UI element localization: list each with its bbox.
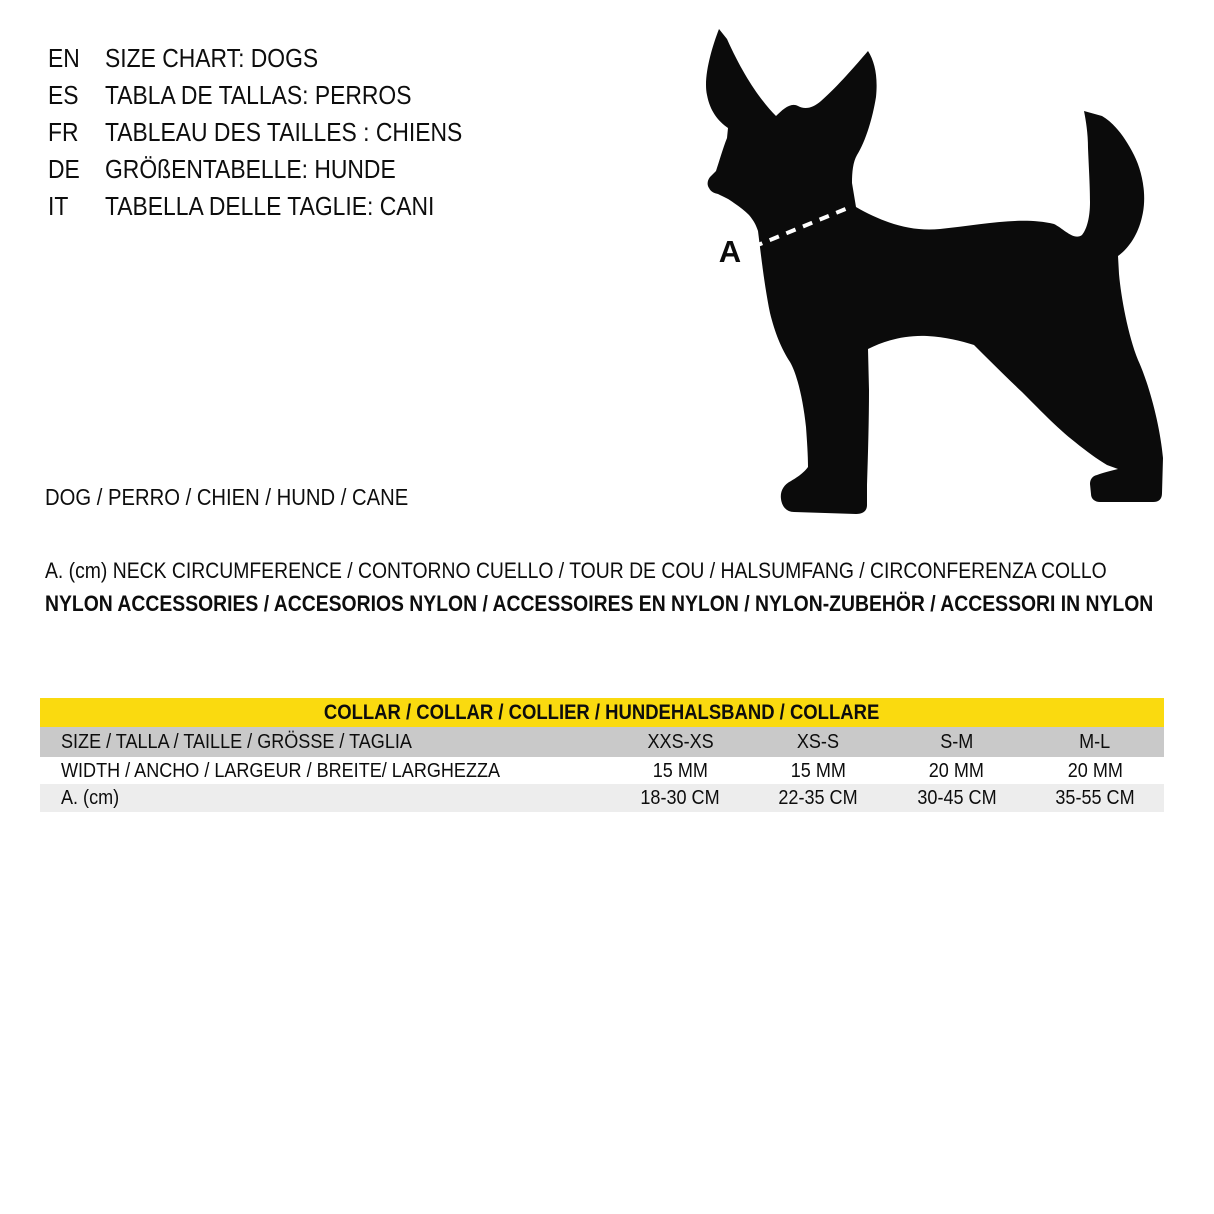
language-row-en <box>48 40 511 77</box>
size-value: XS-S <box>797 730 840 753</box>
language-code: DE <box>48 154 80 184</box>
dog-silhouette <box>706 29 1163 514</box>
table-title: COLLAR / COLLAR / COLLIER / HUNDEHALSBAND / COLLARE <box>324 700 880 724</box>
dog-caption: DOG / PERRO / CHIEN / HUND / CANE <box>45 484 409 510</box>
language-code: EN <box>48 43 80 73</box>
row-label: WIDTH / ANCHO / LARGEUR / BREITE/ LARGHEZZA <box>61 758 501 782</box>
neck-range-value: 18-30 CM <box>640 786 720 809</box>
size-value: M-L <box>1079 730 1111 753</box>
language-code: ES <box>48 80 79 110</box>
neck-range-value: 22-35 CM <box>778 786 858 809</box>
width-value: 15 MM <box>790 758 846 782</box>
language-row-fr <box>48 114 511 151</box>
table-row-width <box>40 757 1164 784</box>
width-value: 20 MM <box>1067 758 1123 782</box>
table-title-bar <box>40 698 1164 727</box>
width-value: 20 MM <box>929 758 985 782</box>
language-title: TABELLA DELLE TAGLIE: CANI <box>105 191 435 221</box>
language-title: TABLEAU DES TAILLES : CHIENS <box>105 117 463 147</box>
dog-silhouette-figure <box>690 15 1180 520</box>
neck-marker-label: A <box>718 234 742 269</box>
table-row-size <box>40 727 1164 757</box>
nylon-accessories-note: NYLON ACCESSORIES / ACCESORIOS NYLON / ACCESSOIRES EN NYLON / NYLON-ZUBEHÖR / ACCESSORI IN NYLON <box>45 591 1154 616</box>
neck-range-value: 35-55 CM <box>1055 786 1135 809</box>
size-value: XXS-XS <box>647 730 714 753</box>
table-row-neck <box>40 784 1164 812</box>
width-value: 15 MM <box>652 758 708 782</box>
language-code: FR <box>48 117 79 147</box>
language-title-list <box>48 40 511 225</box>
language-title: TABLA DE TALLAS: PERROS <box>105 80 412 110</box>
language-title: GRÖßENTABELLE: HUNDE <box>105 154 396 184</box>
row-label: SIZE / TALLA / TAILLE / GRÖSSE / TAGLIA <box>61 730 412 753</box>
language-row-it <box>48 188 511 225</box>
size-value: S-M <box>940 730 974 753</box>
language-row-de <box>48 151 511 188</box>
language-row-es <box>48 77 511 114</box>
neck-circumference-note: A. (cm) NECK CIRCUMFERENCE / CONTORNO CUELLO / TOUR DE COU / HALSUMFANG / CIRCONFERENZA COLLO <box>45 558 1107 583</box>
row-label: A. (cm) <box>61 786 120 809</box>
language-code: IT <box>48 191 69 221</box>
language-title: SIZE CHART: DOGS <box>105 43 319 73</box>
collar-size-table <box>40 698 1164 812</box>
neck-range-value: 30-45 CM <box>917 786 997 809</box>
